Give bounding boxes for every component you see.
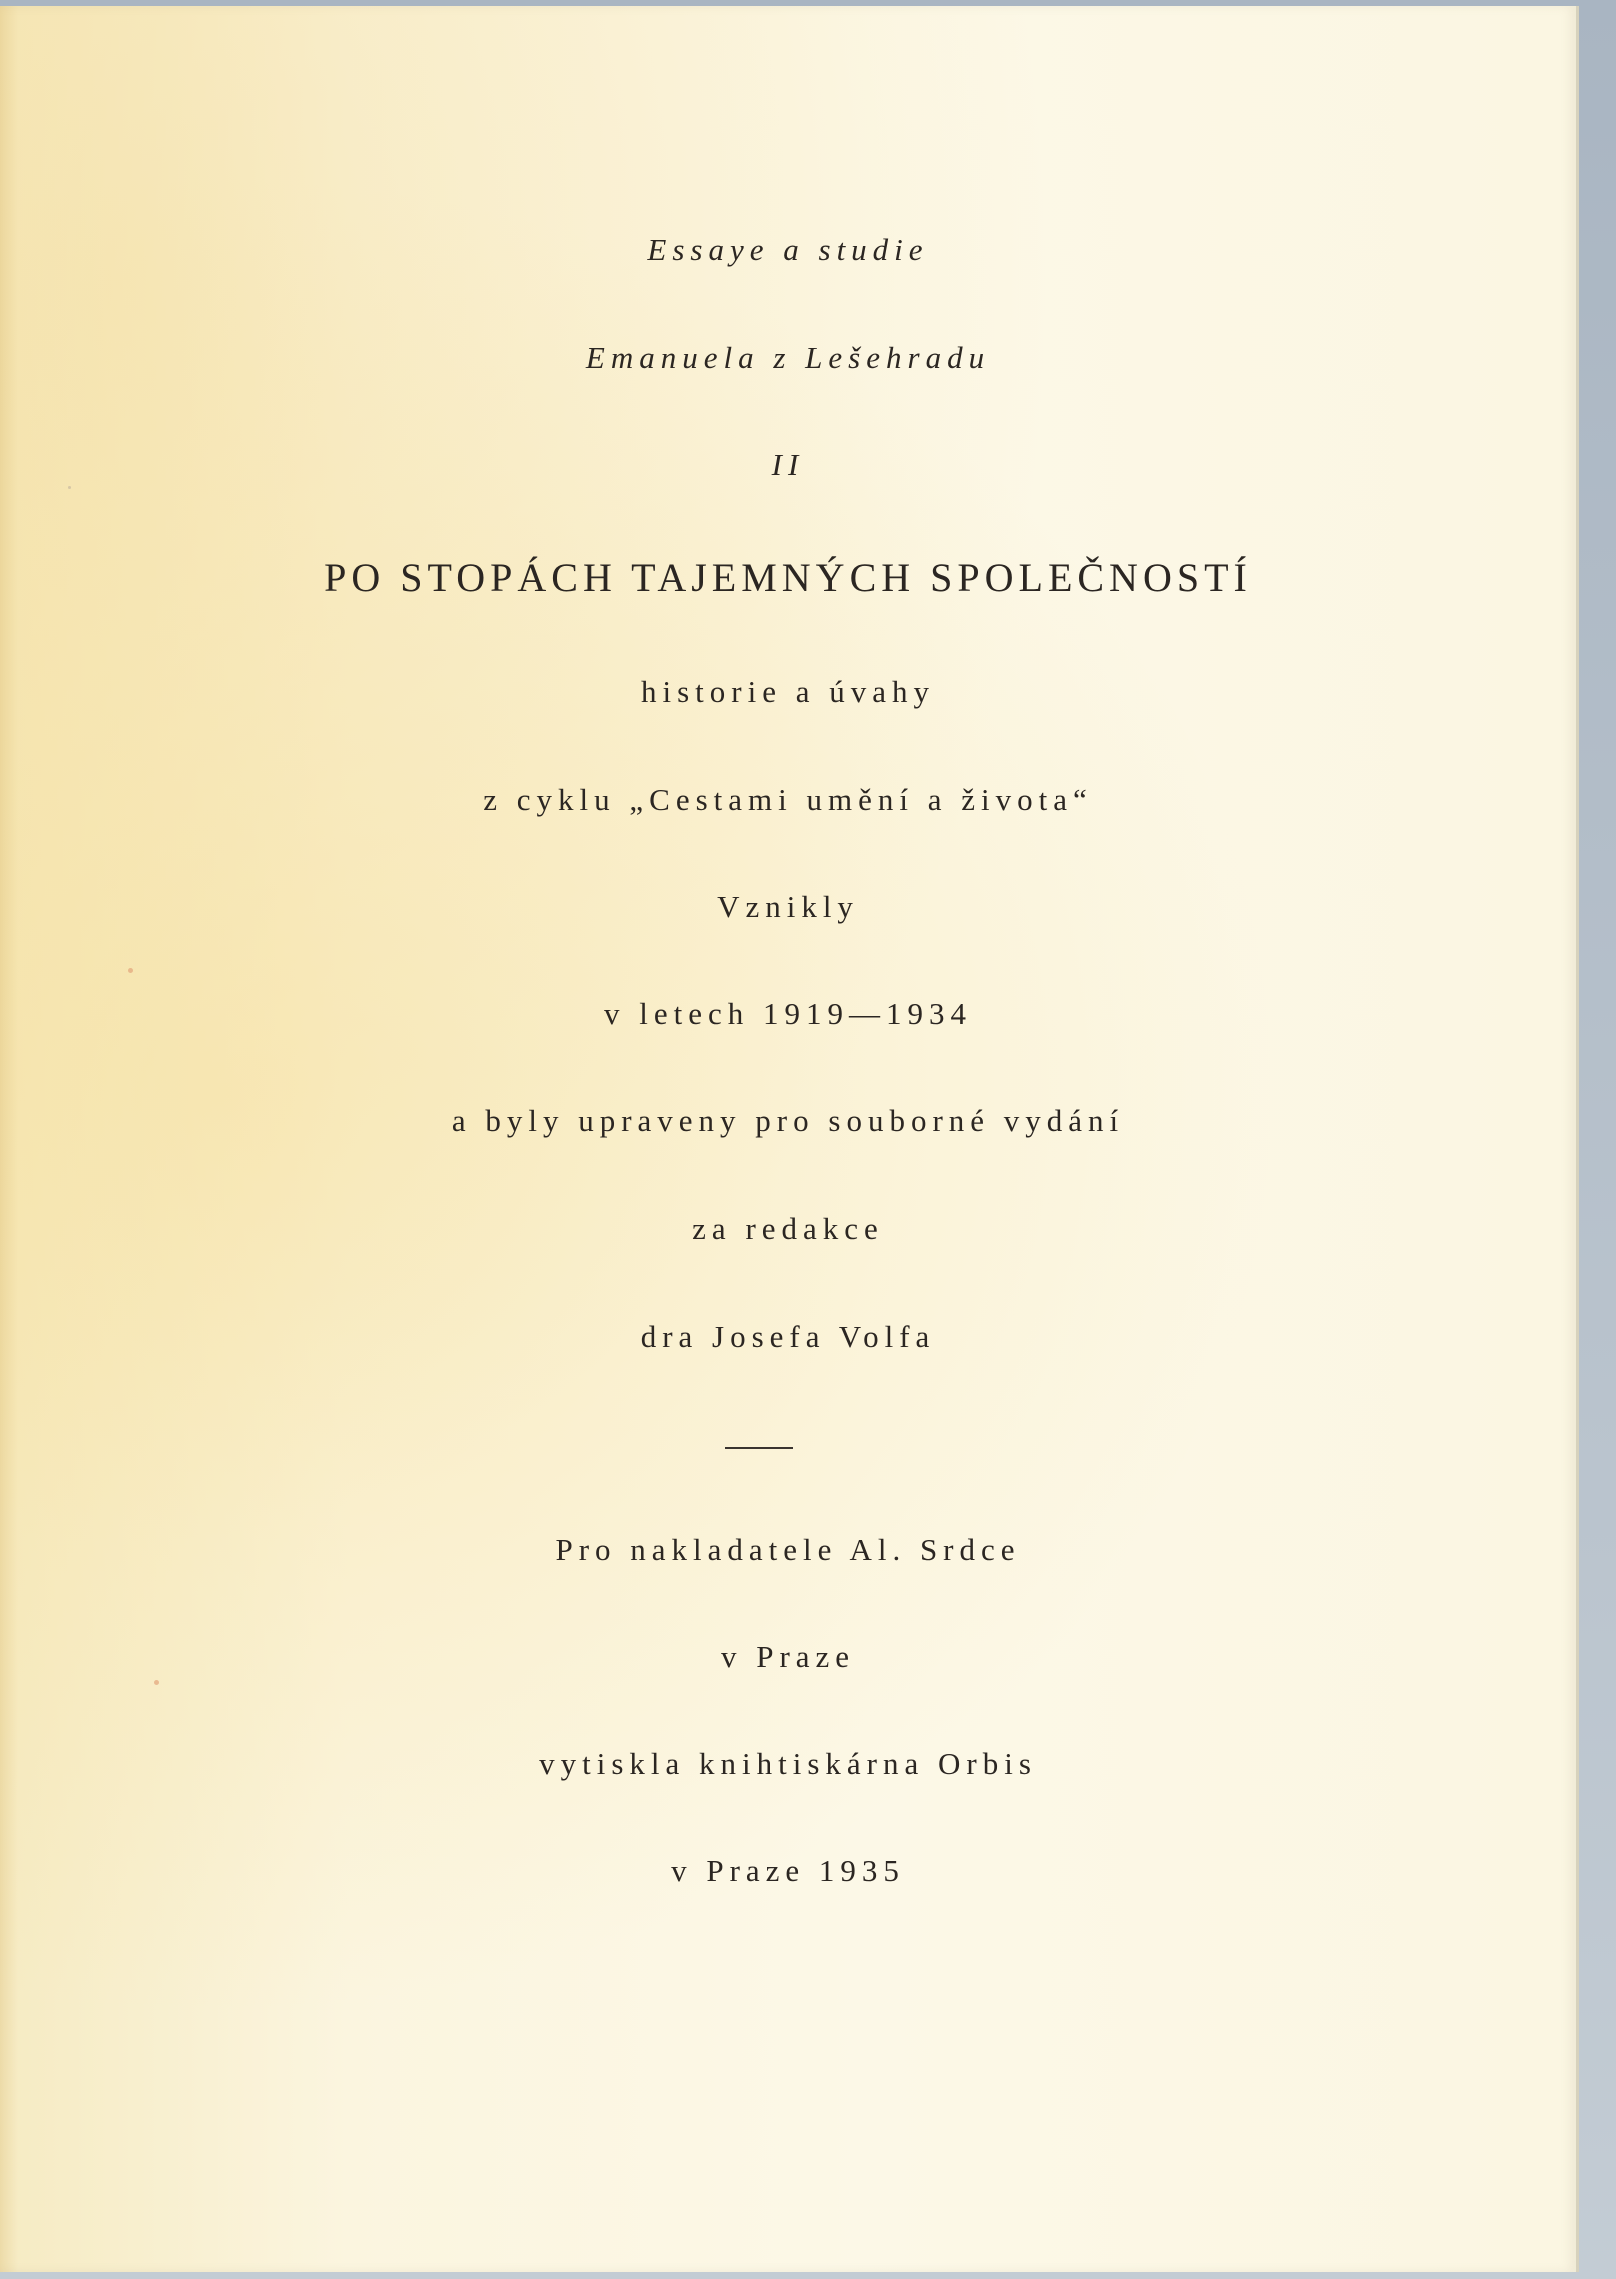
- title-page: [0, 6, 1579, 2272]
- subtitle: historie a úvahy: [640, 674, 935, 709]
- author-line: Emanuela z Lešehradu: [585, 340, 991, 375]
- main-title: PO STOPÁCH TAJEMNÝCH SPOLEČNOSTÍ: [324, 555, 1252, 600]
- edition-line: a byly upraveny pro souborné vydání: [451, 1103, 1125, 1138]
- paper-speck: [68, 486, 71, 489]
- publisher-line: Pro nakladatele Al. Srdce: [555, 1532, 1021, 1567]
- series-line: Essaye a studie: [647, 232, 929, 267]
- editor-line: dra Josefa Volfa: [640, 1319, 936, 1354]
- volume-number: II: [771, 447, 805, 482]
- divider-rule: [725, 1447, 793, 1449]
- place-year-line: v Praze 1935: [671, 1853, 905, 1888]
- paper-speck: [128, 968, 133, 973]
- publisher-city: v Praze: [720, 1639, 856, 1674]
- printer-line: vytiskla knihtiskárna Orbis: [539, 1746, 1037, 1781]
- origin-line: Vznikly: [717, 889, 859, 924]
- editorship-line: za redakce: [692, 1211, 884, 1246]
- paper-speck: [154, 1680, 159, 1685]
- cycle-line: z cyklu „Cestami umění a života“: [483, 782, 1093, 817]
- years-line: v letech 1919—1934: [603, 996, 972, 1031]
